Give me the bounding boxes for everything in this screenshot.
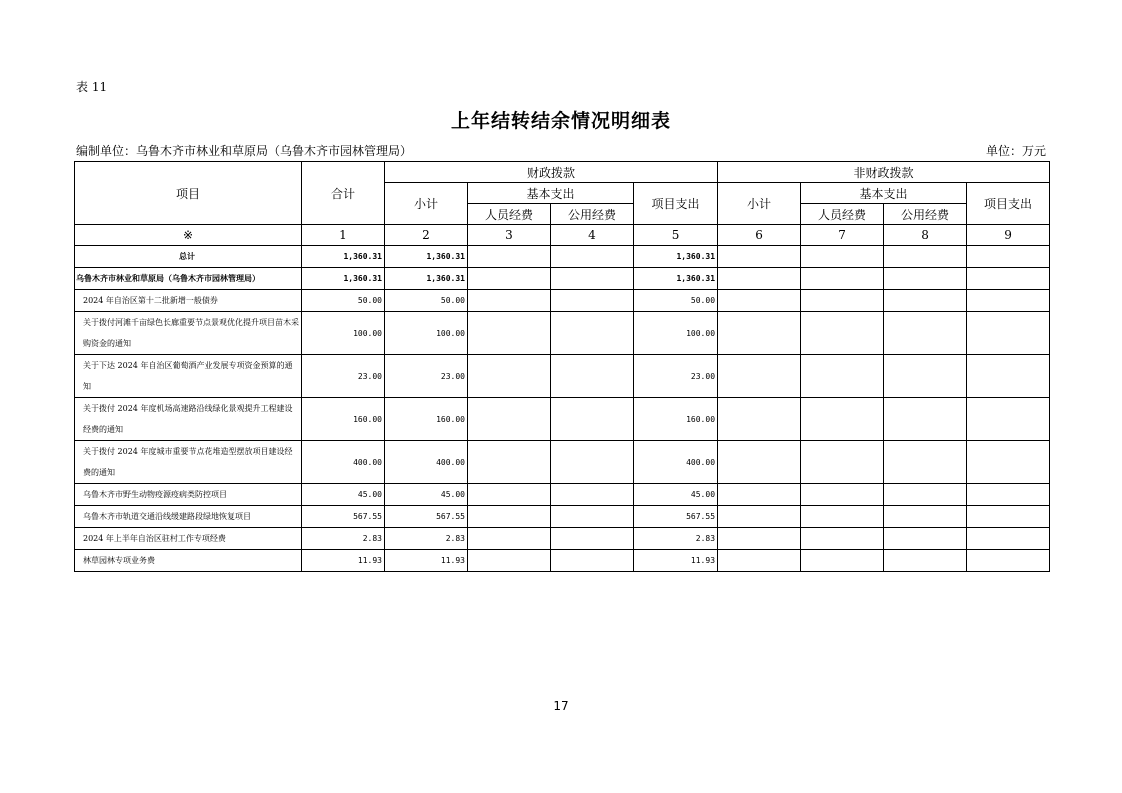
row-fiscal-project: 100.00 (634, 312, 718, 355)
row-fiscal-project: 2.83 (634, 528, 718, 550)
header-fiscal-personnel: 人员经费 (468, 204, 551, 225)
row-name: 关于下达 2024 年自治区葡萄酒产业发展专项资金预算的通知 (75, 355, 302, 398)
index-cell: 3 (468, 225, 551, 246)
index-cell: 1 (302, 225, 385, 246)
index-cell: 8 (884, 225, 967, 246)
row-fiscal-subtotal: 1,360.31 (385, 246, 468, 268)
row-fiscal-project: 567.55 (634, 506, 718, 528)
header-total: 合计 (302, 162, 385, 225)
table-number-label: 表 11 (76, 80, 108, 94)
header-fiscal-subtotal: 小计 (385, 183, 468, 225)
row-total: 2.83 (302, 528, 385, 550)
row-fiscal-project: 1,360.31 (634, 246, 718, 268)
index-cell: 2 (385, 225, 468, 246)
row-fiscal-subtotal: 567.55 (385, 506, 468, 528)
row-total: 400.00 (302, 441, 385, 484)
row-total: 1,360.31 (302, 246, 385, 268)
header-nonfiscal-basic: 基本支出 (801, 183, 967, 204)
row-fiscal-subtotal: 2.83 (385, 528, 468, 550)
row-name: 2024 年上半年自治区驻村工作专项经费 (75, 528, 302, 550)
row-fiscal-project: 11.93 (634, 550, 718, 572)
row-name: 关于拨付 2024 年度城市重要节点花堆造型摆放项目建设经费的通知 (75, 441, 302, 484)
row-name: 关于拨付 2024 年度机场高速路沿线绿化景观提升工程建设经费的通知 (75, 398, 302, 441)
row-total: 1,360.31 (302, 268, 385, 290)
currency-unit: 单位：万元 (985, 144, 1046, 158)
row-name: 关于拨付河滩千亩绿色长廊重要节点景观优化提升项目苗木采购资金的通知 (75, 312, 302, 355)
row-fiscal-project: 23.00 (634, 355, 718, 398)
index-cell: 5 (634, 225, 718, 246)
row-name: 林草园林专项业务费 (75, 550, 302, 572)
index-cell: 6 (718, 225, 801, 246)
row-fiscal-subtotal: 11.93 (385, 550, 468, 572)
row-total: 160.00 (302, 398, 385, 441)
row-total: 23.00 (302, 355, 385, 398)
table-row-unit (75, 268, 1050, 290)
row-fiscal-project: 50.00 (634, 290, 718, 312)
table-row (75, 312, 1050, 355)
row-fiscal-subtotal: 50.00 (385, 290, 468, 312)
page-number: 17 (553, 699, 569, 713)
table-row (75, 441, 1050, 484)
row-fiscal-subtotal: 23.00 (385, 355, 468, 398)
header-fiscal-basic: 基本支出 (468, 183, 634, 204)
header-fiscal-public: 公用经费 (551, 204, 634, 225)
row-fiscal-subtotal: 45.00 (385, 484, 468, 506)
row-fiscal-project: 1,360.31 (634, 268, 718, 290)
page-title: 上年结转结余情况明细表 (450, 110, 671, 132)
row-name: 总计 (75, 246, 302, 268)
header-nonfiscal-project: 项目支出 (967, 183, 1050, 225)
row-fiscal-project: 400.00 (634, 441, 718, 484)
row-name: 2024 年自治区第十二批新增一般债券 (75, 290, 302, 312)
header-nonfiscal-public: 公用经费 (884, 204, 967, 225)
row-fiscal-subtotal: 160.00 (385, 398, 468, 441)
row-name: 乌鲁木齐市轨道交通沿线缓建路段绿地恢复项目 (75, 506, 302, 528)
header-nonfiscal-personnel: 人员经费 (801, 204, 884, 225)
table-row (75, 484, 1050, 506)
index-cell: 4 (551, 225, 634, 246)
table-row (75, 355, 1050, 398)
table-row (75, 506, 1050, 528)
table-row (75, 550, 1050, 572)
row-total: 45.00 (302, 484, 385, 506)
row-total: 100.00 (302, 312, 385, 355)
carryover-detail-table (74, 161, 1050, 572)
row-total: 50.00 (302, 290, 385, 312)
row-name: 乌鲁木齐市林业和草原局（乌鲁木齐市园林管理局） (75, 268, 302, 290)
index-cell: 9 (967, 225, 1050, 246)
row-fiscal-subtotal: 400.00 (385, 441, 468, 484)
row-fiscal-subtotal: 100.00 (385, 312, 468, 355)
index-cell: 7 (801, 225, 884, 246)
table-row-grand-total (75, 246, 1050, 268)
row-fiscal-project: 160.00 (634, 398, 718, 441)
table-row (75, 528, 1050, 550)
header-nonfiscal-subtotal: 小计 (718, 183, 801, 225)
row-fiscal-project: 45.00 (634, 484, 718, 506)
header-fiscal: 财政拨款 (385, 162, 718, 183)
compiling-unit: 编制单位：乌鲁木齐市林业和草原局（乌鲁木齐市园林管理局） (76, 144, 413, 158)
table-row (75, 398, 1050, 441)
table-row (75, 290, 1050, 312)
index-cell: ※ (75, 225, 302, 246)
row-total: 567.55 (302, 506, 385, 528)
header-fiscal-project: 项目支出 (634, 183, 718, 225)
row-total: 11.93 (302, 550, 385, 572)
header-non-fiscal: 非财政拨款 (718, 162, 1050, 183)
header-item: 项目 (75, 162, 302, 225)
row-fiscal-subtotal: 1,360.31 (385, 268, 468, 290)
row-name: 乌鲁木齐市野生动物疫源疫病类防控项目 (75, 484, 302, 506)
index-row (75, 225, 1050, 246)
